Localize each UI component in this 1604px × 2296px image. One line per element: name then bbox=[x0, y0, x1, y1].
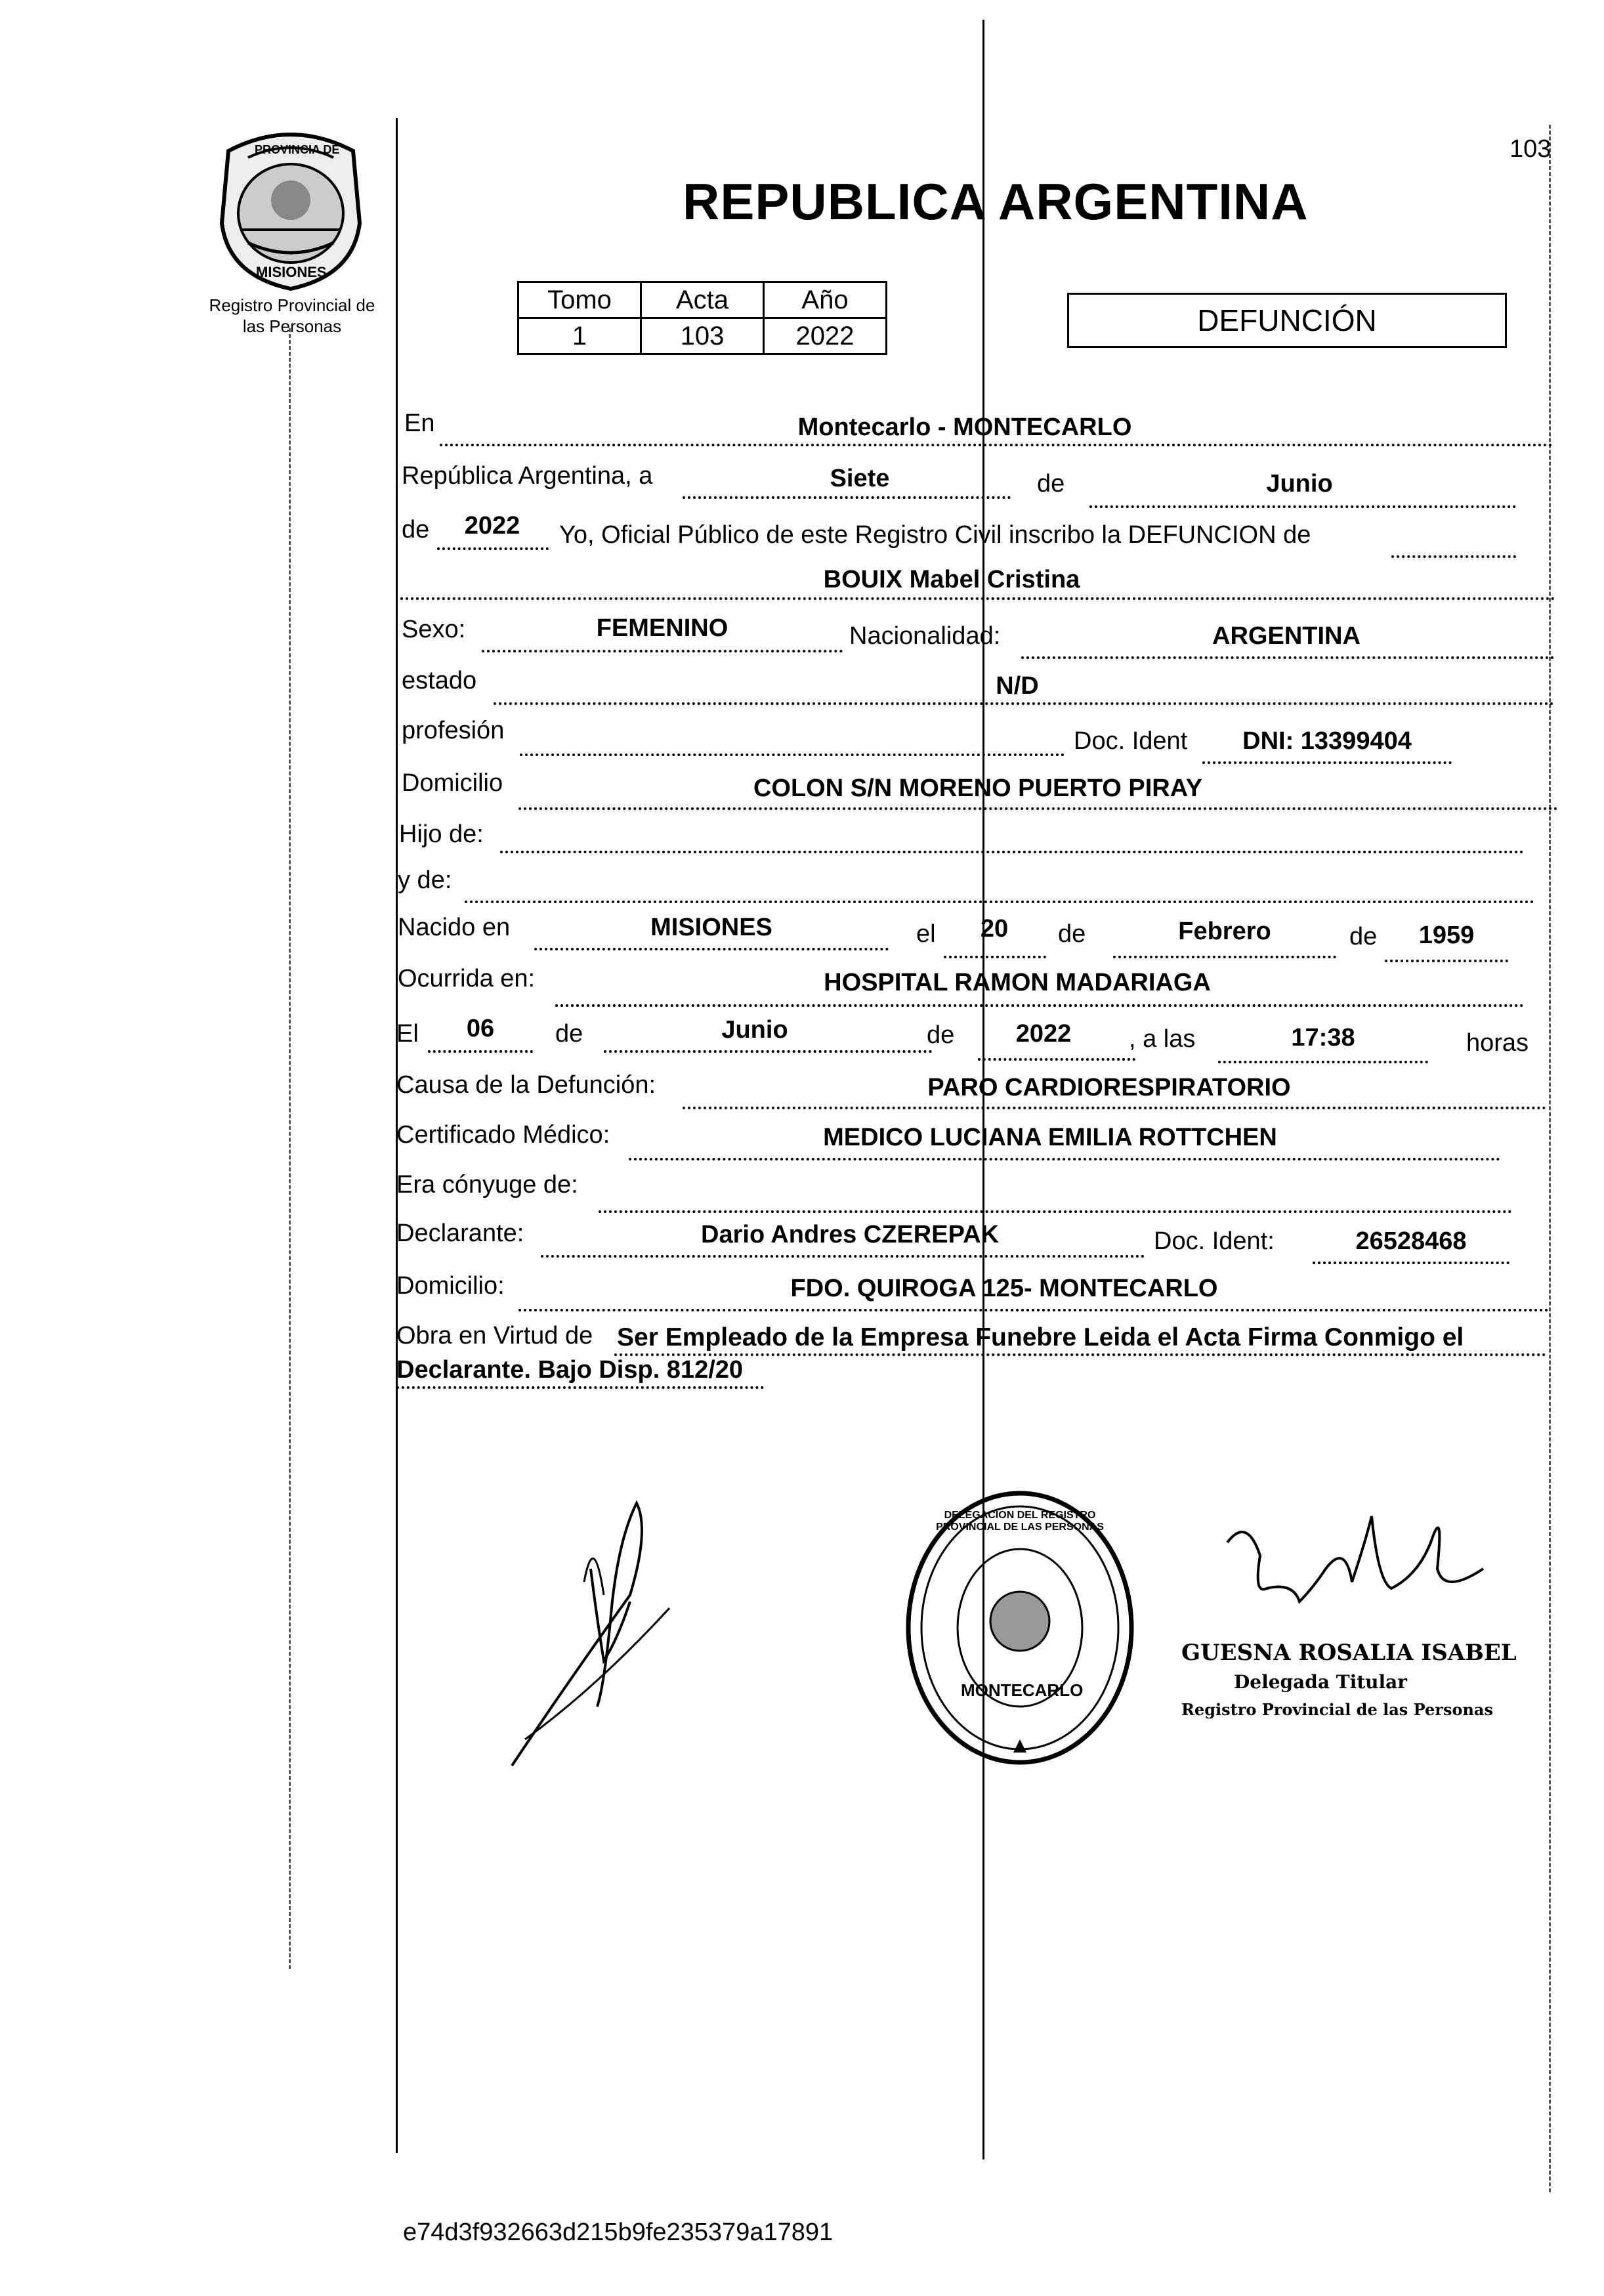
record-table-cell: 103 bbox=[641, 318, 764, 354]
label-de: de bbox=[402, 516, 430, 543]
value-dni: DNI: 13399404 bbox=[1242, 727, 1412, 755]
label-certificado: Certificado Médico: bbox=[396, 1121, 610, 1149]
value-civil-status: N/D bbox=[996, 672, 1039, 700]
label-de: de bbox=[1349, 923, 1378, 950]
line-declarant-doc bbox=[1313, 1262, 1509, 1264]
line-address bbox=[518, 807, 1558, 810]
line-death-month bbox=[604, 1050, 932, 1053]
line-deceased-name bbox=[400, 597, 1555, 600]
officer-name: GUESNA ROSALIA ISABEL bbox=[1181, 1640, 1517, 1666]
registry-name-line1: Registro Provincial de bbox=[209, 295, 375, 315]
line-death-day bbox=[428, 1050, 533, 1053]
line-birth-place bbox=[534, 948, 889, 950]
label-sexo: Sexo: bbox=[402, 616, 466, 643]
officer-title: Delegada Titular bbox=[1234, 1671, 1408, 1693]
label-estado: estado bbox=[402, 667, 477, 694]
label-horas: horas bbox=[1466, 1029, 1529, 1057]
value-birth-place: MISIONES bbox=[650, 914, 772, 941]
line-obra-2 bbox=[396, 1386, 764, 1389]
line-death-time bbox=[1218, 1061, 1428, 1063]
value-place: Montecarlo - MONTECARLO bbox=[797, 414, 1132, 441]
label-doc-ident-declarant: Doc. Ident: bbox=[1154, 1227, 1275, 1255]
label-ocurrida-en: Ocurrida en: bbox=[398, 965, 536, 992]
label-de: de bbox=[927, 1021, 955, 1049]
line-year bbox=[437, 547, 549, 550]
line-day-words bbox=[683, 496, 1011, 499]
registry-name-line2: las Personas bbox=[242, 316, 342, 336]
line-sex bbox=[482, 650, 843, 652]
value-declarant-doc: 26528468 bbox=[1355, 1227, 1467, 1255]
line-month bbox=[1089, 505, 1516, 508]
line-place bbox=[440, 444, 1553, 446]
record-table-header: Acta bbox=[641, 282, 764, 318]
value-obra-line2: Declarante. Bajo Disp. 812/20 bbox=[396, 1356, 744, 1384]
value-occurred-at: HOSPITAL RAMON MADARIAGA bbox=[824, 969, 1211, 996]
label-hijo-de: Hijo de: bbox=[399, 820, 484, 848]
label-nacionalidad: Nacionalidad: bbox=[849, 622, 1001, 650]
line-death-year bbox=[978, 1058, 1135, 1061]
value-year: 2022 bbox=[464, 512, 520, 540]
officer-org: Registro Provincial de las Personas bbox=[1181, 1700, 1493, 1719]
value-birth-day: 20 bbox=[980, 915, 1009, 943]
value-cause: PARO CARDIORESPIRATORIO bbox=[927, 1074, 1291, 1101]
line-profession bbox=[520, 754, 1065, 756]
line-birth-month bbox=[1113, 956, 1336, 958]
page-number: 103 bbox=[1509, 135, 1551, 163]
right-margin-dashes bbox=[1549, 125, 1551, 2192]
label-en: En bbox=[404, 410, 435, 437]
record-table-header: Tomo bbox=[518, 282, 641, 318]
value-declarant-address: FDO. QUIROGA 125- MONTECARLO bbox=[790, 1275, 1218, 1302]
line-birth-day bbox=[944, 956, 1046, 958]
value-death-day: 06 bbox=[466, 1015, 495, 1042]
value-deceased-name: BOUIX Mabel Cristina bbox=[823, 566, 1080, 593]
value-month: Junio bbox=[1266, 470, 1333, 498]
label-el: el bbox=[916, 920, 936, 948]
value-sex: FEMENINO bbox=[596, 614, 728, 642]
inner-margin-dashes bbox=[289, 328, 291, 1969]
line-dni bbox=[1202, 761, 1452, 764]
label-profesion: profesión bbox=[402, 717, 505, 744]
emblem-text-bottom: MISIONES bbox=[256, 264, 327, 280]
line-cause bbox=[683, 1107, 1546, 1109]
province-emblem bbox=[209, 125, 373, 295]
label-de: de bbox=[1058, 920, 1086, 948]
record-table bbox=[517, 281, 887, 355]
officer-signature bbox=[1221, 1503, 1496, 1634]
label-el-cap: El bbox=[396, 1020, 419, 1048]
record-table-value-row bbox=[518, 318, 887, 354]
value-day-words: Siete bbox=[830, 465, 890, 492]
value-certificate: MEDICO LUCIANA EMILIA ROTTCHEN bbox=[823, 1124, 1277, 1151]
value-birth-month: Febrero bbox=[1178, 918, 1271, 945]
line-after-yo bbox=[1391, 555, 1516, 558]
label-obra: Obra en Virtud de bbox=[396, 1322, 593, 1350]
line-certificate bbox=[629, 1158, 1500, 1160]
value-obra-line1: Ser Empleado de la Empresa Funebre Leida el Acta Firma Conmigo el bbox=[617, 1323, 1464, 1351]
label-de: de bbox=[1037, 470, 1065, 498]
page-title: REPUBLICA ARGENTINA bbox=[683, 173, 1309, 230]
label-conyuge: Era cónyuge de: bbox=[396, 1171, 578, 1199]
label-yo-oficial: Yo, Oficial Público de este Registro Civil inscribo la DEFUNCION de bbox=[559, 521, 1311, 549]
value-nationality: ARGENTINA bbox=[1212, 622, 1361, 650]
record-type-box bbox=[1067, 293, 1507, 348]
seal-ring-text: DELEGACION DEL REGISTRO PROVINCIAL DE LAS PERSONAS bbox=[936, 1510, 1104, 1533]
line-father bbox=[500, 851, 1524, 853]
record-table-header-row bbox=[518, 282, 887, 318]
line-declarant-address bbox=[518, 1309, 1549, 1311]
label-a-las: , a las bbox=[1129, 1025, 1196, 1053]
value-birth-year: 1959 bbox=[1418, 922, 1475, 949]
label-causa: Causa de la Defunción: bbox=[396, 1071, 656, 1099]
value-death-year: 2022 bbox=[1015, 1020, 1072, 1048]
label-declarante: Declarante: bbox=[396, 1220, 524, 1247]
record-table-header: Año bbox=[764, 282, 887, 318]
line-birth-year bbox=[1385, 960, 1508, 962]
document-hash: e74d3f932663d215b9fe235379a17891 bbox=[403, 2219, 834, 2246]
seal-center-text: MONTECARLO bbox=[961, 1680, 1084, 1700]
label-republica: República Argentina, a bbox=[402, 462, 653, 490]
label-y-de: y de: bbox=[398, 866, 452, 894]
label-nacido-en: Nacido en bbox=[398, 914, 511, 941]
line-declarant bbox=[541, 1255, 1145, 1258]
value-address: COLON S/N MORENO PUERTO PIRAY bbox=[753, 775, 1203, 802]
line-civil-status bbox=[494, 702, 1554, 705]
value-death-time: 17:38 bbox=[1291, 1024, 1355, 1052]
label-doc-ident: Doc. Ident bbox=[1074, 727, 1188, 755]
official-seal bbox=[902, 1483, 1138, 1772]
line-spouse bbox=[599, 1210, 1512, 1213]
value-death-month: Junio bbox=[721, 1016, 788, 1044]
line-occurred-at bbox=[555, 1004, 1524, 1007]
record-type: DEFUNCIÓN bbox=[1197, 303, 1377, 337]
label-domicilio-declarant: Domicilio: bbox=[396, 1272, 505, 1300]
record-table-cell: 1 bbox=[518, 318, 641, 354]
record-table-cell: 2022 bbox=[764, 318, 887, 354]
value-declarant: Dario Andres CZEREPAK bbox=[701, 1221, 999, 1248]
line-nationality bbox=[1021, 656, 1554, 659]
label-domicilio: Domicilio bbox=[402, 769, 503, 797]
label-de: de bbox=[555, 1020, 583, 1048]
declarant-signature bbox=[499, 1490, 696, 1779]
line-mother bbox=[465, 901, 1534, 903]
emblem-text-top: PROVINCIA DE bbox=[255, 143, 340, 156]
